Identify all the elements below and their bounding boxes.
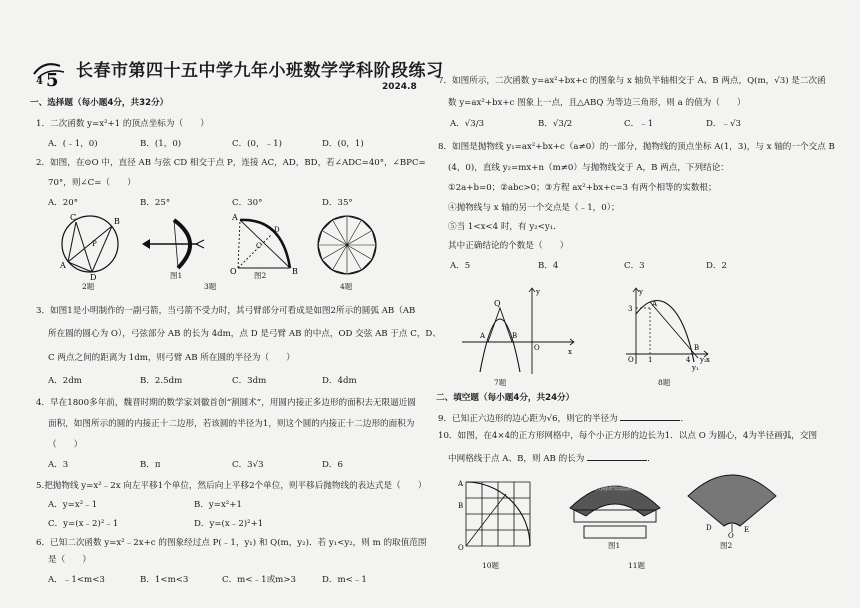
q7-parabola-figure [458,284,578,376]
dodecagon-spoke [347,220,362,245]
dodecagon-spoke [347,245,372,260]
svg-text:y: y [536,288,540,296]
q3-line2: 所在圆的圆心为 O），弓弦部分 AB 的长为 4dm，点 D 是弓臂 AB 的中点，OD 交弦 AB 于点 C，D、 [48,329,441,339]
q4-option-b: B．π [140,460,161,470]
q2-stem-line2: 70°，则∠C=（ ） [48,178,136,188]
q8-line1: 8．如图是抛物线 y₁=ax²+bx+c（a≠0）的一部分，抛物线的顶点坐标 A(1，3)，与 x 轴的一个交点 B [438,142,835,152]
svg-text:5: 5 [46,70,59,91]
q11-fan-figure2 [684,466,780,538]
q3-line1: 3．如图1是小明制作的一副弓箭，当弓箭不受力时，其弓臂部分可看成是如图2所示的圆弧 AB（AB [36,306,416,316]
svg-text:E: E [744,526,750,534]
svg-text:O: O [534,344,540,352]
q4-option-c: C．3√3 [232,460,264,470]
q6-line2: 是（ ） [48,555,91,565]
caption-fig1: 图1 [608,541,621,550]
q10-answer-blank[interactable] [587,452,647,461]
dodecagon-spoke [322,245,347,260]
q7-option-a: A．√3/3 [450,119,485,129]
q1-stem: 1．二次函数 y=x²+1 的顶点坐标为（ ） [36,119,209,129]
svg-text:B: B [292,267,298,276]
q8-line2: (4，0)，直线 y₂=mx+n（m≠0）与抛物线交于 A，B 两点，下列结论： [448,163,729,173]
q1-option-c: C．(0，﹣1) [232,139,282,149]
q4-line2: 面积，如图所示的圆的内接正十二边形，若该圆的半径为1，则这个圆的内接正十二边形的面积为 [48,419,415,429]
svg-text:D: D [90,273,97,282]
q3-option-a: A．2dm [48,376,82,386]
svg-text:y₂: y₂ [700,356,707,364]
svg-text:P: P [92,240,97,248]
exam-date: 2024.8 [382,82,417,92]
svg-text:y: y [639,288,643,296]
q1-option-d: D．(0，1) [322,139,364,149]
q7-option-b: B．√3/2 [538,119,573,129]
q2-option-a: A．20° [48,198,79,208]
q2-stem-line1: 2．如图，在⊙O 中，直径 AB 与弦 CD 相交于点 P，连接 AC，AD，BD，若∠ADC=40°，∠BPC= [36,158,426,168]
q4-line3: （ ） [48,440,83,450]
section-choice-heading: 一、选择题（每小题4分，共32分） [30,98,169,108]
svg-text:C: C [256,242,262,250]
svg-text:B: B [114,217,120,226]
q4-option-a: A．3 [48,460,69,470]
q7-option-c: C．﹣1 [624,119,654,129]
svg-text:O: O [628,356,634,364]
svg-text:A: A [458,480,464,488]
svg-text:O: O [728,532,734,540]
caption-fig2: 图2 [720,541,733,550]
svg-text:A: A [652,300,658,308]
q8-option-c: C．3 [624,261,645,271]
q5-stem: 5.把抛物线 y=x²﹣2x 向左平移1个单位，然后向上平移2个单位，则平移后抛物线的表达式是（ ） [36,481,427,491]
svg-text:O: O [230,267,237,276]
q8-line5: ⑤当 1<x<4 时，有 y₂<y₁． [448,222,562,232]
q3-line3: C 两点之间的距离为 1dm，则弓臂 AB 所在圆的半径为（ ） [48,353,295,363]
q8-option-a: A．5 [450,261,471,271]
q9-stem: 9．已知正六边形的边心距为√6，则它的半径为 ． [438,414,690,424]
caption-q7: 7题 [494,378,507,387]
svg-text:D: D [706,524,712,532]
q6-option-b: B．1<m<3 [140,575,189,585]
svg-text:x: x [706,356,710,364]
svg-text:4: 4 [686,356,691,364]
svg-text:A: A [232,213,238,222]
q2-option-b: B．25° [140,198,171,208]
dodecagon-spoke [333,220,348,245]
q3-option-c: C．3dm [232,376,267,386]
q3-option-d: D．4dm [322,376,357,386]
q7-line2: 数 y=ax²+bx+c 图象上一点，且△ABQ 为等边三角形，则 a 的值为（ ） [448,98,746,108]
caption-q4: 4题 [340,282,353,291]
caption-figure1: 图1 [170,271,183,280]
q5-option-b: B．y=x²+1 [194,500,242,510]
dodecagon-spoke [333,245,348,270]
svg-text:B: B [694,344,700,352]
q5-option-c: C．y=(x﹣2)²﹣1 [48,519,119,529]
svg-text:4: 4 [36,76,43,87]
bow-arrow-figure [138,216,208,272]
svg-text:B: B [512,332,518,340]
dodecagon-spoke [347,231,372,246]
svg-text:B: B [458,502,464,510]
caption-q10: 10题 [482,561,500,570]
q8-option-d: D．2 [706,261,727,271]
svg-text:Q: Q [494,299,501,308]
q3-option-b: B．2.5dm [140,376,183,386]
q5-option-d: D．y=(x﹣2)²+1 [194,519,264,529]
q9-answer-blank[interactable] [620,412,680,421]
arc-figure2 [228,212,300,276]
q2-option-c: C．30° [232,198,263,208]
caption-q11: 11题 [628,561,646,570]
dodecagon-figure [314,212,380,278]
q7-option-d: D．﹣√3 [706,119,742,129]
q6-line1: 6．已知二次函数 y=x²﹣2x+c 的图象经过点 P(﹣1，y₁) 和 Q(m，y₂)．若 y₁<y₂，则 m 的取值范围 [36,538,427,548]
q7-line1: 7．如图所示，二次函数 y=ax²+bx+c 的图象与 x 轴负半轴相交于 A、B 两点，Q(m，√3) 是二次函 [438,76,826,86]
caption-figure2: 图2 [254,271,267,280]
svg-text:1: 1 [648,356,653,364]
section-fill-heading: 二、填空题（每小题4分，共24分） [436,393,575,403]
svg-text:A: A [480,332,486,340]
q8-parabola-figure [622,284,712,374]
q8-line6: 其中正确结论的个数是（ ） [448,241,569,251]
q1-option-a: A．(﹣1，0) [48,139,98,149]
q5-option-a: A．y=x²﹣1 [48,500,98,510]
svg-text:O: O [458,544,464,552]
q6-option-a: A．﹣1<m<3 [48,575,105,585]
caption-q8: 8题 [658,378,671,387]
q10-line2: 中网格线于点 A、B，则 AB 的长为 ． [448,454,656,464]
svg-text:C: C [70,213,77,222]
q4-option-d: D．6 [322,460,343,470]
q8-option-b: B．4 [538,261,559,271]
svg-text:A: A [60,261,66,270]
q2-circle-figure [56,210,126,280]
q10-line1: 10．如图，在4×4的正方形网格中，每个小正方形的边长为1．以点 O 为圆心，4为半径画弧，交图 [438,431,818,441]
q4-line1: 4．早在1800多年前，魏晋时期的数学家刘徽首创“割圆术”，用圆内接正多边形的面积去无限逼近圆 [36,398,416,408]
svg-text:3: 3 [628,305,633,313]
caption-q3: 3题 [204,282,217,291]
svg-text:x: x [568,348,572,356]
dodecagon-spoke [322,231,347,246]
svg-text:D: D [274,226,280,234]
page-title: 长春市第四十五中学九年小班数学学科阶段练习 [76,61,444,81]
q1-option-b: B．(1，0) [140,139,182,149]
school-logo-icon [30,56,72,91]
q6-option-c: C．m<﹣1或m>3 [222,575,296,585]
q6-option-d: D．m<﹣1 [322,575,367,585]
caption-q2: 2题 [82,282,95,291]
dodecagon-spoke [347,245,362,270]
q2-option-d: D．35° [322,198,353,208]
q8-line4: ④抛物线与 x 轴的另一个交点是（﹣1，0）； [448,203,620,213]
q8-line3: ①2a+b=0；②abc>0；③方程 ax²+bx+c=3 有两个相等的实数根； [448,183,717,193]
q10-grid-figure [458,474,534,550]
fan-text: 富强民主文明和谐自由平等公正法治爱国敬业诚信友善 [590,485,735,492]
svg-text:y₁: y₁ [692,364,699,372]
